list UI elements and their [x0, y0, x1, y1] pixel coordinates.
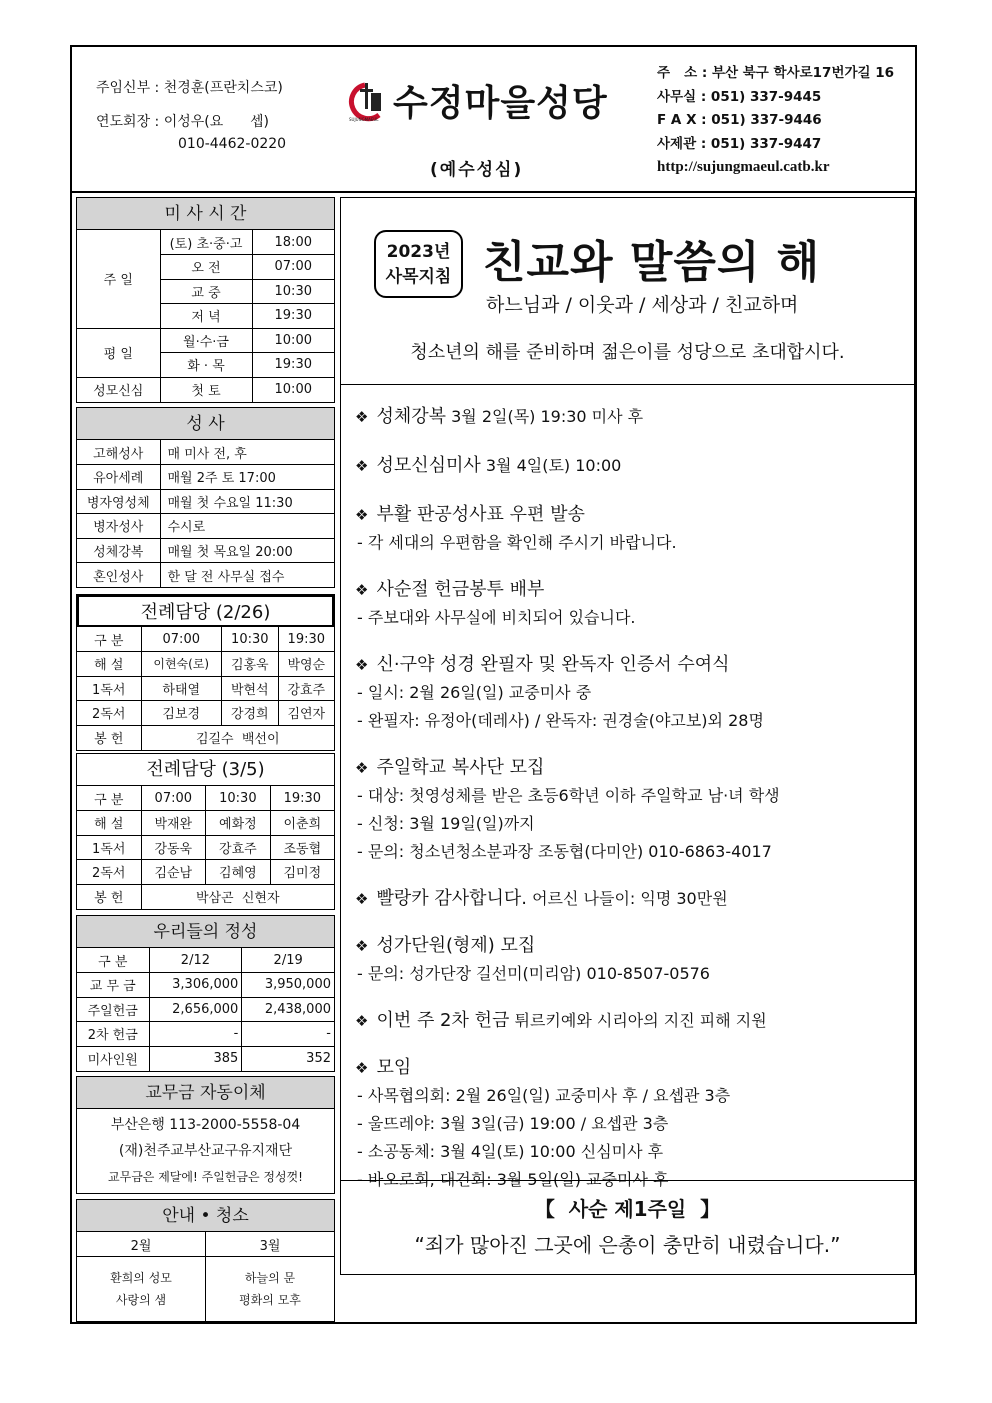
sacraments-box: [76, 407, 335, 588]
liturgy-header: 19:30: [270, 786, 334, 811]
notice-subitem: - 일시: 2월 26일(일) 교중미사 중: [357, 683, 592, 702]
notice-title: 부활 판공성사표 우편 발송: [376, 504, 585, 525]
sunday-label: 주 일: [77, 230, 160, 328]
notice-item: [355, 1007, 905, 1035]
notice-heading: [355, 501, 905, 529]
guide-table: [77, 1232, 334, 1321]
sacrament-value: 수시로: [160, 514, 334, 539]
offering-note: 교무금은 제달에! 주일헌금은 정성껏!: [108, 1170, 303, 1184]
offering-value: -: [242, 1022, 334, 1047]
notice-detail: 어르신 나들이: 익명 30만원: [527, 889, 728, 908]
theme-message: 청소년의 해를 준비하며 젊은이를 성당으로 초대합시다.: [410, 342, 845, 363]
mass-type: 교 중: [160, 279, 252, 304]
diamond-bullet-icon: ❖: [355, 506, 369, 524]
liturgy-role: 2독서: [77, 701, 141, 726]
logo-text: SUJUNGMAEUL: [349, 116, 379, 122]
diamond-bullet-icon: ❖: [355, 457, 369, 475]
mass-time: 19:30: [252, 304, 334, 329]
offering-value: 2,656,000: [149, 997, 242, 1022]
bulletin-header: [72, 47, 915, 193]
notice-subitem: - 문의: 청소년청소분과장 조동협(다미안) 010-6863-4017: [357, 842, 772, 861]
guide-group: 환희의 성모: [110, 1270, 172, 1285]
pastoral-badge: [374, 230, 463, 298]
offering-label: 2차 헌금: [77, 1022, 149, 1047]
sacrament-name: 병자영성체: [77, 489, 160, 514]
notice-item: [355, 576, 905, 632]
liturgy-offering: 박삼곤 신현자: [141, 884, 334, 909]
offering-value: 3,950,000: [242, 973, 334, 998]
notice-title: 성가단원(형제) 모집: [376, 935, 536, 956]
liturgy-table-2: [77, 786, 334, 909]
address: 주 소 : 부산 북구 학사로17번가길 16: [657, 65, 895, 81]
sacrament-value: 매월 2주 토 17:00: [160, 465, 334, 490]
offerings-title: 우리들의 정성: [77, 916, 334, 948]
liturgy-person: 이현숙(로): [141, 652, 222, 677]
guide-title: 안내 • 청소: [77, 1200, 334, 1232]
notice-subitem: - 사목협의회: 2월 26일(일) 교중미사 후 / 요셉관 3층: [357, 1086, 731, 1105]
sacrament-value: 매월 첫 수요일 11:30: [160, 489, 334, 514]
mass-times-table: [77, 230, 334, 402]
mass-type: 월·수·금: [160, 328, 252, 353]
mass-time: 10:30: [252, 279, 334, 304]
mass-time: 18:00: [252, 230, 334, 255]
liturgy-person: 조동협: [270, 835, 334, 860]
offering-label: 교 무 금: [77, 973, 149, 998]
sacraments-title: 성 사: [77, 408, 334, 440]
sacrament-value: 매월 첫 목요일 20:00: [160, 538, 334, 563]
liturgy-header: 구 분: [77, 786, 141, 811]
notice-subitem: - 신청: 3월 19일(일)까지: [357, 814, 535, 833]
bulletin-page: [70, 45, 917, 1324]
sacrament-name: 유아세례: [77, 465, 160, 490]
church-logo-icon: [345, 79, 389, 123]
notice-item: [355, 1054, 905, 1194]
rectory-phone: 사제관 : 051) 337-9447: [657, 135, 822, 152]
mass-type: 오 전: [160, 255, 252, 280]
parish-subtitle: (예수성심): [430, 160, 524, 180]
diamond-bullet-icon: ❖: [355, 656, 369, 674]
weekly-verse: “죄가 많아진 그곳에 은총이 충만히 내렸습니다.”: [414, 1233, 841, 1257]
theme-title: 친교와 말씀의 해: [483, 237, 821, 288]
mass-times-box: [76, 197, 335, 403]
notice-heading: [355, 651, 905, 679]
sacrament-value: 매 미사 전, 후: [160, 440, 334, 465]
notice-item: [355, 754, 905, 866]
sacrament-name: 성체강복: [77, 538, 160, 563]
sacrament-name: 혼인성사: [77, 563, 160, 588]
notice-subitem: - 문의: 성가단장 길선미(미리암) 010-8507-0576: [357, 964, 710, 983]
liturgy-person: 강효주: [278, 676, 334, 701]
mass-type: 화 · 목: [160, 353, 252, 378]
liturgy-person: 김보경: [141, 701, 222, 726]
diamond-bullet-icon: ❖: [355, 1059, 369, 1077]
diamond-bullet-icon: ❖: [355, 937, 369, 955]
liturgy-box-1: [76, 594, 335, 751]
notice-heading: [355, 754, 905, 782]
liturgy-header: 10:30: [222, 627, 279, 652]
notice-heading: [355, 576, 905, 604]
parish-logo: [345, 75, 608, 126]
liturgy-person: 이춘희: [270, 811, 334, 836]
theme-subtitle: 하느님과 / 이웃과 / 세상과 / 친교하며: [486, 294, 799, 316]
notice-title: 성모신심미사: [376, 455, 481, 476]
mass-type: 첫 토: [160, 377, 252, 402]
offering-label: 주일헌금: [77, 997, 149, 1022]
president-phone: 010-4462-0220: [178, 136, 287, 152]
sacrament-name: 고해성사: [77, 440, 160, 465]
liturgy-person: 강동욱: [141, 835, 206, 860]
clergy-info: [96, 77, 286, 155]
mass-times-title: 미 사 시 간: [77, 198, 334, 230]
guide-month: 3월: [206, 1232, 335, 1257]
guide-month: 2월: [77, 1232, 206, 1257]
offering-label: 미사인원: [77, 1046, 149, 1071]
liturgy-offering: 김길수 백선이: [141, 725, 334, 750]
notice-subitem: - 대상: 첫영성체를 받은 초등6학년 이하 주일학교 남·녀 학생: [357, 786, 780, 805]
website-link[interactable]: http://sujungmaeul.catb.kr: [657, 159, 830, 175]
offerings-box: [76, 915, 335, 1072]
notice-heading: [355, 932, 905, 960]
notice-item: [355, 403, 905, 431]
liturgy-header: 07:00: [141, 786, 206, 811]
liturgy-table-1: [77, 627, 334, 750]
liturgy-header: 19:30: [278, 627, 334, 652]
liturgy-person: 김미정: [270, 860, 334, 885]
notice-item: [355, 885, 905, 913]
liturgy-role: 2독서: [77, 860, 141, 885]
liturgy-title-1: 전례담당 (2/26): [77, 595, 334, 627]
notice-title: 신·구약 성경 완필자 및 완독자 인증서 수여식: [376, 654, 730, 675]
main-panel: [340, 197, 915, 1275]
notices-list: [355, 403, 905, 1194]
guide-feb: [77, 1257, 206, 1321]
contact-info: [657, 62, 894, 180]
liturgy-person: 강효주: [206, 835, 271, 860]
liturgy-person: 김홍욱: [222, 652, 279, 677]
auto-transfer-box: [76, 1076, 335, 1194]
weekday-label: 평 일: [77, 328, 160, 377]
notice-subitem: - 울뜨레야: 3월 3일(금) 19:00 / 요셉관 3층: [357, 1114, 669, 1133]
president-name: 연도회장 : 이성우(요 셉): [96, 114, 269, 130]
notice-detail: 3월 2일(목) 19:30 미사 후: [446, 407, 644, 426]
liturgy-person: 예화정: [206, 811, 271, 836]
notice-item: [355, 932, 905, 988]
mass-time: 10:00: [252, 328, 334, 353]
notice-subitem: - 각 세대의 우편함을 확인해 주시기 바랍니다.: [357, 533, 677, 552]
fax-number: F A X : 051) 337-9446: [657, 112, 822, 128]
guide-box: [76, 1199, 335, 1322]
first-sat-label: 성모신심: [77, 377, 160, 402]
auto-transfer-title: 교무금 자동이체: [77, 1077, 334, 1109]
notice-heading: [355, 1054, 905, 1082]
diamond-bullet-icon: ❖: [355, 1012, 369, 1030]
sacraments-table: [77, 440, 334, 587]
pastor-name: 주임신부 : 천경훈(프란치스코): [96, 80, 283, 96]
notice-item: [355, 651, 905, 735]
mass-time: 07:00: [252, 255, 334, 280]
liturgy-header: 07:00: [141, 627, 222, 652]
notice-heading: [355, 885, 905, 913]
offerings-table: [77, 948, 334, 1071]
notice-subitem: - 주보대와 사무실에 비치되어 있습니다.: [357, 608, 636, 627]
account-holder: (재)천주교부산교구유지재단: [118, 1143, 293, 1159]
liturgy-person: 박현석: [222, 676, 279, 701]
liturgy-header: 구 분: [77, 627, 141, 652]
diamond-bullet-icon: ❖: [355, 759, 369, 777]
liturgy-role: 봉 헌: [77, 884, 141, 909]
offering-value: 3,306,000: [149, 973, 242, 998]
liturgy-role: 봉 헌: [77, 725, 141, 750]
office-phone: 사무실 : 051) 337-9445: [657, 88, 822, 105]
mass-type: (토) 초·중·고: [160, 230, 252, 255]
notice-title: 모임: [376, 1057, 412, 1078]
notice-title: 빨랑카 감사합니다.: [376, 888, 527, 909]
notice-subitem: - 소공동체: 3월 4일(토) 10:00 신심미사 후: [357, 1142, 664, 1161]
guide-group: 사랑의 샘: [115, 1292, 167, 1307]
diamond-bullet-icon: ❖: [355, 890, 369, 908]
offering-header: 2/19: [242, 948, 334, 973]
diamond-bullet-icon: ❖: [355, 581, 369, 599]
liturgy-role: 해 설: [77, 652, 141, 677]
liturgy-box-2: [76, 753, 335, 910]
notice-title: 사순절 헌금봉투 배부: [376, 579, 545, 600]
notice-heading: [355, 403, 905, 431]
closing-section: [341, 1180, 914, 1274]
diamond-bullet-icon: ❖: [355, 408, 369, 426]
liturgy-title-2: 전례담당 (3/5): [77, 754, 334, 786]
liturgy-person: 김혜영: [206, 860, 271, 885]
notice-detail: 튀르키예와 시리아의 지진 피해 지원: [509, 1011, 767, 1030]
liturgy-person: 박재완: [141, 811, 206, 836]
notice-heading: [355, 452, 905, 480]
notice-title: 성체강복: [376, 406, 447, 427]
notice-heading: [355, 1007, 905, 1035]
liturgy-person: 김순남: [141, 860, 206, 885]
sacrament-value: 한 달 전 사무실 접수: [160, 563, 334, 588]
liturgy-person: 하태열: [141, 676, 222, 701]
offering-value: 385: [149, 1046, 242, 1071]
guide-group: 평화의 모후: [239, 1292, 301, 1307]
liturgy-role: 1독서: [77, 676, 141, 701]
bank-account: 부산은행 113-2000-5558-04: [110, 1117, 301, 1133]
liturgy-header: 10:30: [206, 786, 271, 811]
liturgical-sunday: 【 사순 제1주일 】: [534, 1197, 721, 1221]
notice-title: 주일학교 복사단 모집: [376, 757, 545, 778]
notice-title: 이번 주 2차 헌금: [376, 1010, 510, 1031]
notice-item: [355, 501, 905, 557]
offering-header: 2/12: [149, 948, 242, 973]
offering-header: 구 분: [77, 948, 149, 973]
guide-group: 하늘의 문: [244, 1270, 296, 1285]
liturgy-role: 해 설: [77, 811, 141, 836]
offering-value: 352: [242, 1046, 334, 1071]
liturgy-person: 박영순: [278, 652, 334, 677]
parish-name: 수정마을성당: [393, 83, 608, 124]
notice-item: [355, 452, 905, 480]
badge-year: 2023년: [386, 242, 451, 262]
mass-time: 10:00: [252, 377, 334, 402]
pastoral-theme: [341, 198, 914, 385]
liturgy-person: 강경희: [222, 701, 279, 726]
notice-subitem: - 완필자: 유정아(데레사) / 완독자: 권경술(야고보)외 28명: [357, 711, 764, 730]
mass-type: 저 녁: [160, 304, 252, 329]
liturgy-person: 김연자: [278, 701, 334, 726]
mass-time: 19:30: [252, 353, 334, 378]
offering-value: 2,438,000: [242, 997, 334, 1022]
liturgy-role: 1독서: [77, 835, 141, 860]
notice-subitem: - 바오로회, 대건회: 3월 5일(일) 교중미사 후: [357, 1170, 669, 1189]
offering-value: -: [149, 1022, 242, 1047]
notice-detail: 3월 4일(토) 10:00: [480, 456, 622, 475]
guide-mar: [206, 1257, 335, 1321]
sacrament-name: 병자성사: [77, 514, 160, 539]
badge-label: 사목지침: [385, 267, 452, 287]
